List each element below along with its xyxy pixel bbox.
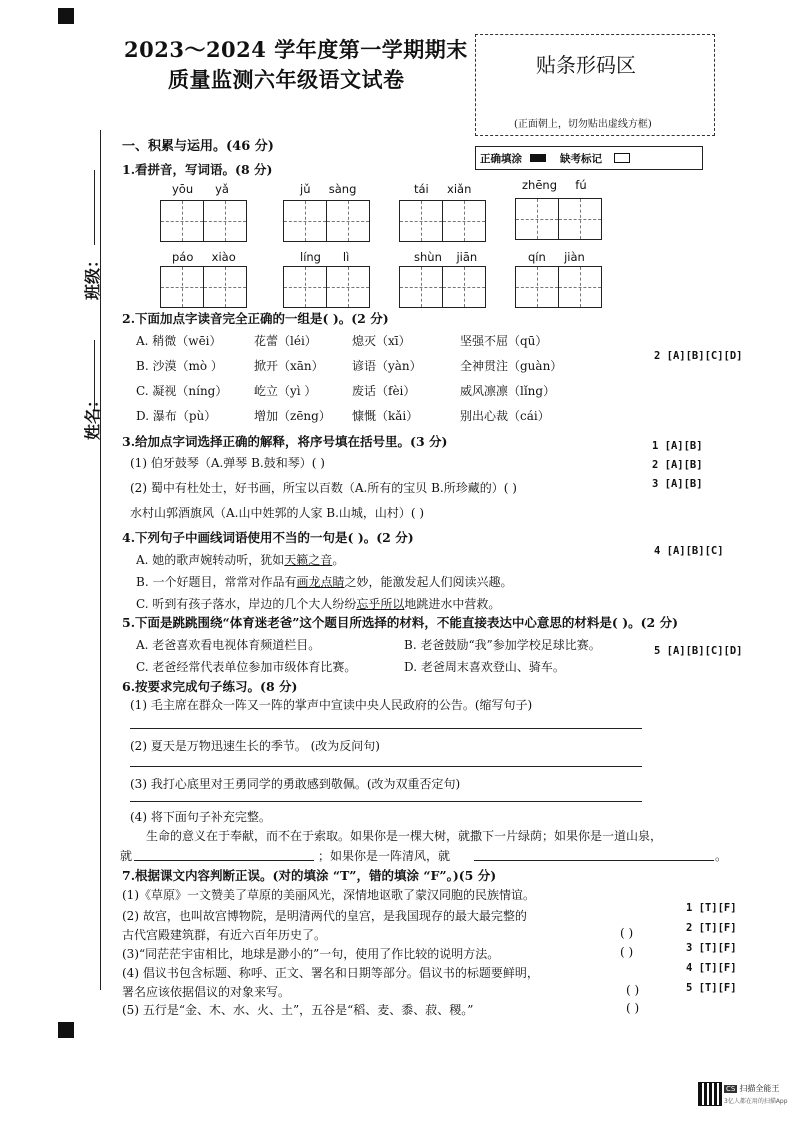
- q4-option-b: B. 一个好题目，常常对作品有画龙点睛之妙，能激发起人们阅读兴趣。: [136, 575, 513, 589]
- q5-option-d: D. 老爸周末喜欢登山、骑车。: [404, 660, 565, 674]
- pinyin-7: shùn jiān: [414, 250, 478, 264]
- char-grid-2[interactable]: [283, 200, 368, 242]
- q7-item-2: (2) 故宫，也叫故宫博物院，是明清两代的皇宫，是我国现存的最大最完整的: [122, 909, 527, 923]
- q6-sentence-middle: ；如果你是一阵清风，就: [318, 849, 451, 863]
- pinyin-6: líng lì: [300, 250, 350, 264]
- char-grid-7[interactable]: [399, 266, 484, 308]
- q2-row-b-3: 谚语（yàn）: [352, 359, 422, 373]
- q7-paren-2[interactable]: ( ): [620, 926, 634, 940]
- q7-answer-4[interactable]: 4 [T][F]: [686, 962, 737, 974]
- q6-sentence-end: 。: [715, 849, 728, 863]
- q2-row-c-2: 屹立（yì ）: [254, 384, 317, 398]
- q2-row-d-3: 慷慨（kǎi）: [352, 409, 419, 423]
- q6-answer-line-3[interactable]: [130, 801, 642, 802]
- q6-title: 6.按要求完成句子练习。(8 分): [122, 679, 298, 694]
- name-field-line[interactable]: [94, 340, 95, 410]
- q6-item-4: (4) 将下面句子补充完整。: [130, 810, 271, 824]
- q2-row-c-3: 废话（fèi）: [352, 384, 416, 398]
- qr-code-icon: [698, 1082, 722, 1106]
- q1-title: 1.看拼音，写词语。(8 分): [122, 162, 273, 177]
- q2-row-c-1: C. 凝视（níng）: [136, 384, 228, 398]
- exam-title-line2: 质量监测六年级语文试卷: [168, 67, 405, 92]
- q6-fill-blank-2[interactable]: [474, 860, 714, 861]
- q2-row-a-4: 坚强不屈（qū）: [460, 334, 548, 348]
- char-grid-1[interactable]: [160, 200, 245, 242]
- q7-paren-3[interactable]: ( ): [620, 945, 634, 959]
- registration-mark-top: [58, 8, 74, 24]
- q4-answer-bubbles[interactable]: 4 [A][B][C]: [654, 545, 724, 557]
- q7-answer-1[interactable]: 1 [T][F]: [686, 902, 737, 914]
- class-label: 班级：: [83, 251, 102, 300]
- q3-item-1: (1) 伯牙鼓琴（A.弹琴 B.鼓和琴）( ): [130, 456, 325, 470]
- pinyin-8: qín jiàn: [528, 250, 585, 264]
- q7-item-5: (5) 五行是“金、木、水、火、土”，五谷是“稻、麦、黍、菽、稷。”: [122, 1003, 474, 1017]
- pinyin-5: páo xiào: [172, 250, 236, 264]
- pinyin-1: yōu yǎ: [172, 182, 229, 196]
- q5-answer-bubbles[interactable]: 5 [A][B][C][D]: [654, 645, 743, 657]
- q6-sentence-line1: 生命的意义在于奉献，而不在于索取。如果你是一棵大树，就撒下一片绿荫；如果你是一道山泉，: [146, 829, 663, 843]
- q2-row-d-4: 别出心裁（cái）: [460, 409, 550, 423]
- barcode-area-note: (正面朝上，切勿贴出虚线方框): [514, 119, 652, 130]
- q6-answer-line-2[interactable]: [130, 766, 642, 767]
- q3-answer-1[interactable]: 1 [A][B]: [652, 440, 703, 452]
- q5-option-c: C. 老爸经常代表单位参加市级体育比赛。: [136, 660, 357, 674]
- correct-fill-sample: [530, 154, 546, 162]
- q2-row-a-1: A. 稍微（wēi）: [136, 334, 222, 348]
- fill-legend: [475, 146, 703, 170]
- registration-mark-bottom: [58, 1022, 74, 1038]
- q3-item-2: (2) 蜀中有杜处士，好书画，所宝以百数（A.所有的宝贝 B.所珍藏的）( ): [130, 481, 517, 495]
- q2-row-d-2: 增加（zēng）: [254, 409, 331, 423]
- q4-option-c: C. 听到有孩子落水，岸边的几个大人纷纷忘乎所以地跳进水中营救。: [136, 597, 501, 611]
- q3-answer-2[interactable]: 2 [A][B]: [652, 459, 703, 471]
- char-grid-8[interactable]: [515, 266, 600, 308]
- absent-mark-label: 缺考标记: [560, 152, 602, 165]
- q2-answer-bubbles[interactable]: 2 [A][B][C][D]: [654, 350, 743, 362]
- q3-title: 3.给加点字词选择正确的解释，将序号填在括号里。(3 分): [122, 434, 448, 449]
- name-label: 姓名：: [83, 391, 102, 440]
- q7-answer-2[interactable]: 2 [T][F]: [686, 922, 737, 934]
- q2-title: 2.下面加点字读音完全正确的一组是( )。(2 分): [122, 311, 389, 326]
- q2-row-b-2: 掀开（xān）: [254, 359, 324, 373]
- q7-item-1: (1)《草原》一文赞美了草原的美丽风光，深情地讴歌了蒙汉同胞的民族情谊。: [122, 888, 536, 902]
- camscanner-logo-icon: CS: [726, 1085, 736, 1093]
- q6-item-2: (2) 夏天是万物迅速生长的季节。 (改为反问句): [130, 739, 380, 753]
- pinyin-2: jǔ sàng: [300, 182, 357, 196]
- scanner-brand: CS 扫描全能王: [726, 1084, 780, 1093]
- q6-item-3: (3) 我打心底里对王勇同学的勇敢感到敬佩。(改为双重否定句): [130, 777, 461, 791]
- absent-mark-box[interactable]: [614, 153, 630, 163]
- exam-title-line1: 2023～2024 学年度第一学期期末: [124, 37, 468, 62]
- q2-row-a-2: 花蕾（léi）: [254, 334, 317, 348]
- q2-row-b-4: 全神贯注（guàn）: [460, 359, 563, 373]
- q7-item-3: (3)“同茫茫宇宙相比，地球是渺小的”一句，使用了作比较的说明方法。: [122, 947, 500, 961]
- q7-item-4: (4) 倡议书包含标题、称呼、正文、署名和日期等部分。倡议书的标题要鲜明，: [122, 966, 539, 980]
- q7-answer-5[interactable]: 5 [T][F]: [686, 982, 737, 994]
- q6-answer-line-1[interactable]: [130, 728, 642, 729]
- q3-item-3: 水村山郭酒旗风（A.山中姓郭的人家 B.山城，山村）( ): [130, 506, 425, 520]
- pinyin-3: tái xiǎn: [414, 182, 472, 196]
- q7-title: 7.根据课文内容判断正误。(对的填涂 “T”，错的填涂 “F”。)(5 分): [122, 868, 497, 883]
- barcode-area-title: 贴条形码区: [536, 53, 636, 77]
- q2-row-a-3: 熄灭（xī）: [352, 334, 411, 348]
- char-grid-6[interactable]: [283, 266, 368, 308]
- char-grid-5[interactable]: [160, 266, 245, 308]
- char-grid-3[interactable]: [399, 200, 484, 242]
- class-field-line[interactable]: [94, 170, 95, 245]
- q6-fill-blank-1[interactable]: [134, 860, 314, 861]
- q2-row-c-4: 威风凛凛（lǐng）: [460, 384, 556, 398]
- section-title: 一、积累与运用。(46 分): [122, 139, 274, 154]
- q4-option-a: A. 她的歌声婉转动听，犹如天籁之音。: [136, 553, 345, 567]
- q5-option-b: B. 老爸鼓励“我”参加学校足球比赛。: [404, 638, 601, 652]
- q7-item-2-cont: 古代宫殿建筑群，有近六百年历史了。: [122, 928, 327, 942]
- char-grid-4[interactable]: [515, 198, 600, 240]
- barcode-area: [475, 34, 715, 136]
- q2-row-b-1: B. 沙漠（mò ）: [136, 359, 223, 373]
- correct-fill-label: 正确填涂: [480, 152, 522, 165]
- q7-answer-3[interactable]: 3 [T][F]: [686, 942, 737, 954]
- q5-title: 5.下面是跳跳围绕“体育迷老爸”这个题目所选择的材料，不能直接表达中心意思的材料是( )。(2 分): [122, 615, 678, 630]
- q7-paren-4[interactable]: ( ): [626, 983, 640, 997]
- q2-row-d-1: D. 瀑布（pù）: [136, 409, 217, 423]
- q7-item-4-cont: 署名应该依据倡议的对象来写。: [122, 985, 291, 999]
- q3-answer-3[interactable]: 3 [A][B]: [652, 478, 703, 490]
- q6-sentence-prefix: 就: [120, 849, 133, 863]
- pinyin-4: zhēng fú: [522, 178, 587, 192]
- q5-option-a: A. 老爸喜欢看电视体育频道栏目。: [136, 638, 321, 652]
- q6-item-1: (1) 毛主席在群众一阵又一阵的掌声中宣读中央人民政府的公告。(缩写句子): [130, 698, 533, 712]
- q7-paren-5[interactable]: ( ): [626, 1001, 640, 1015]
- q4-title: 4.下列句子中画线词语使用不当的一句是( )。(2 分): [122, 530, 414, 545]
- scanner-subtitle: 3亿人都在用的扫描App: [724, 1098, 788, 1105]
